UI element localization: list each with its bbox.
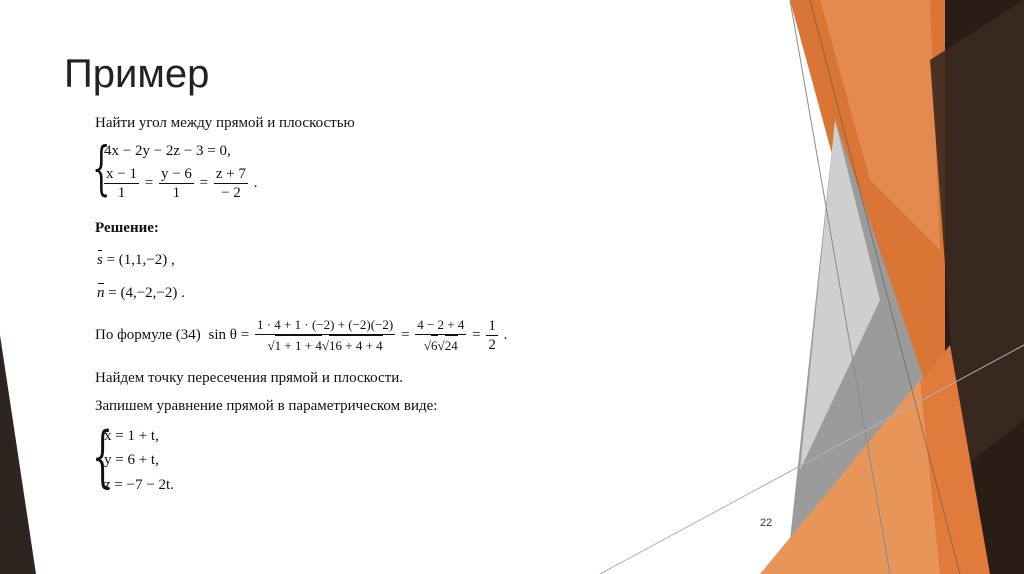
fraction-x: $\frac{x - 1}{1}$ <box>106 166 137 201</box>
system-brace-1: { <box>92 134 111 202</box>
formula-prefix: По формуле (34) <box>95 327 201 343</box>
direction-vector: s = (1,1,−2) , <box>97 252 175 268</box>
system1-equation-1: 4x − 2y − 2z − 3 = 0, <box>104 143 231 159</box>
left-dark-wedge <box>0 335 36 574</box>
fraction-z: $\frac{z + 7}{- 2}$ <box>215 166 246 201</box>
formula-fraction-1: $\frac{1 \cdot 4 + 1 \cdot (-2) + (-2)(-2)}{√1 + 1 + 4√16 + 4 + 4}$ <box>256 317 394 353</box>
formula-fraction-2: $\frac{4 - 2 + 4}{√6√24}$ <box>417 317 465 353</box>
param-x: x = 1 + t, <box>104 428 159 444</box>
system-brace-2: { <box>92 418 113 495</box>
page-number: 22 <box>760 517 773 529</box>
task-text: Найти угол между прямой и плоскостью <box>95 115 355 131</box>
page-title: Пример <box>64 52 210 96</box>
formula-fraction-3: $\frac{1}{2}$ <box>488 318 496 353</box>
s-vector-symbol: s <box>97 252 103 268</box>
n-vector-symbol: n <box>97 285 105 301</box>
intersection-text: Найдем точку пересечения прямой и плоскости. <box>95 370 404 386</box>
solution-label: Решение: <box>95 220 159 236</box>
fraction-y: $\frac{y - 6}{1}$ <box>160 166 192 201</box>
formula-lhs: sin θ = <box>208 327 250 343</box>
formula-row: По формуле (34) sin θ = $\frac{1 \cdot 4 + 1 \cdot (-2) + (-2)(-2)}{√1 + 1 + 4√16 + 4 + 4}$ = $\frac{4 - 2 + 4}{√6√24}$ = $\frac{1}{2}$ . <box>95 317 508 353</box>
parametric-text: Запишем уравнение прямой в параметрическом виде: <box>95 398 438 414</box>
normal-vector: n = (4,−2,−2) . <box>97 285 185 301</box>
param-z: z = −7 − 2t. <box>104 477 174 493</box>
system1-equation-2: $\frac{x - 1}{1}$ = $\frac{y - 6}{1}$ = $\frac{z + 7}{- 2}$ . <box>106 166 258 201</box>
param-y: y = 6 + t, <box>104 452 159 468</box>
